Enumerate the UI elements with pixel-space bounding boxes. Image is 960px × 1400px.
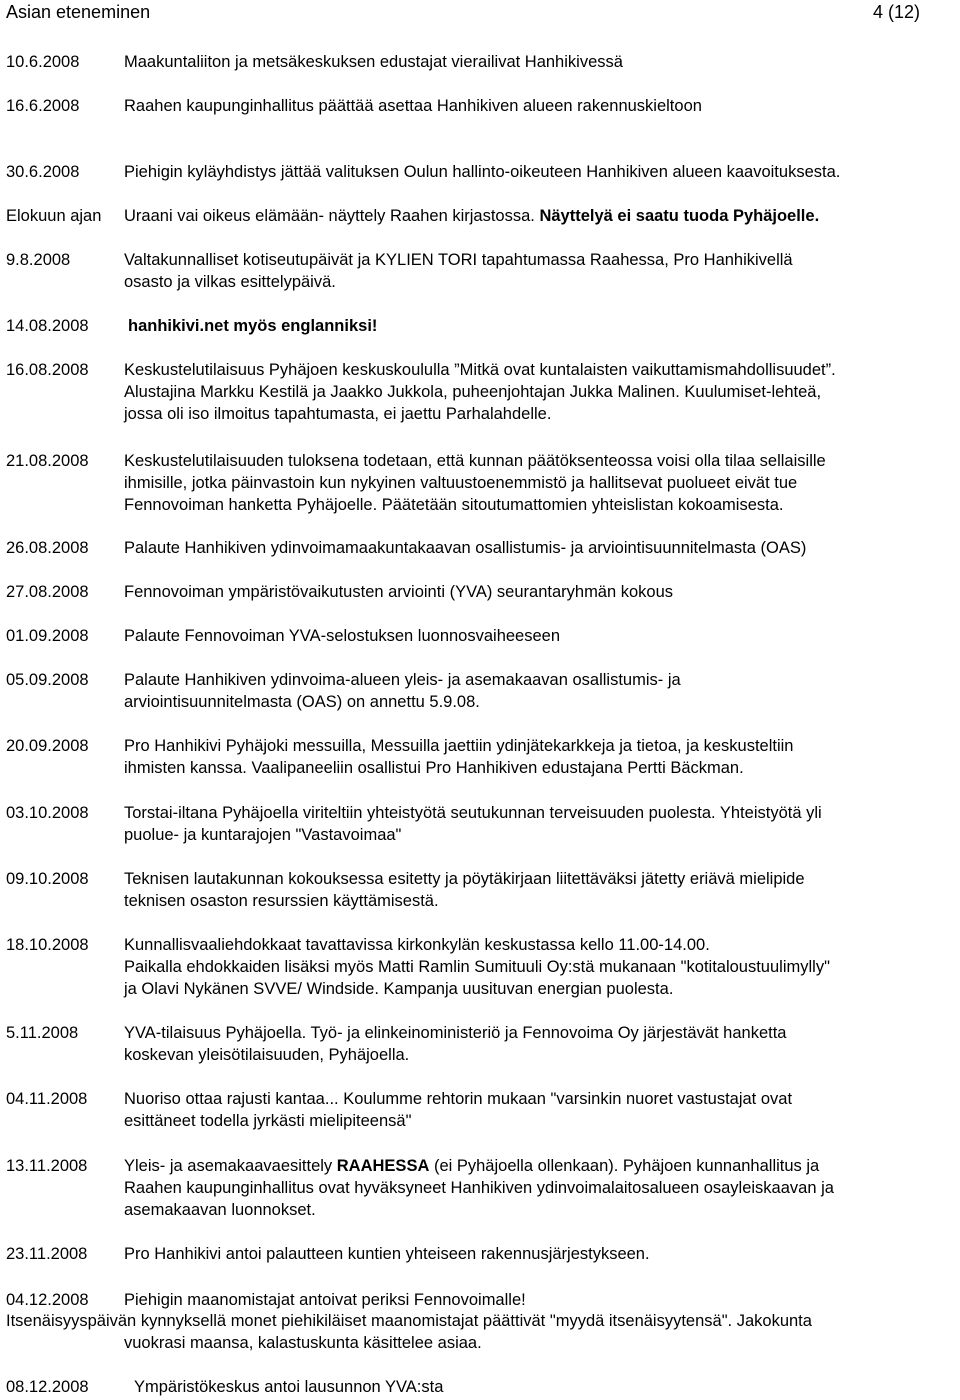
entry-date: 5.11.2008: [6, 1024, 79, 1042]
entry-text: Keskustelutilaisuuden tuloksena todetaan, että kunnan päätöksenteossa voisi olla tilaa sellaisille: [124, 452, 826, 470]
entry-date: 13.11.2008: [6, 1157, 88, 1175]
entry-date: 08.12.2008: [6, 1378, 89, 1396]
entry-text: jossa oli iso ilmoitus tapahtumasta, ei jaettu Parhalahdelle.: [124, 405, 552, 423]
entry-text: Alustajina Markku Kestilä ja Jaakko Jukkola, puheenjohtajan Jukka Malinen. Kuulumiset-lehteä,: [124, 383, 822, 401]
entry-date: 01.09.2008: [6, 627, 89, 645]
entry-date: 20.09.2008: [6, 737, 89, 755]
entry-date: 27.08.2008: [6, 583, 89, 601]
entry-text: arviointisuunnitelmasta (OAS) on annettu 5.9.08.: [124, 693, 480, 711]
presentation-text: Yleis- ja asemakaavaesittely: [124, 1157, 337, 1175]
document-title: Asian eteneminen: [6, 2, 151, 22]
entry-text: teknisen osaston resurssien käyttämisestä.: [124, 892, 439, 910]
entry-date: 03.10.2008: [6, 804, 89, 822]
entry-text: Fennovoiman hanketta Pyhäjoelle. Päätetään sitoutumattomien yhteislistan kokoamisesta.: [124, 496, 784, 514]
entry-text: Palaute Fennovoiman YVA-selostuksen luonnosvaiheeseen: [124, 627, 561, 645]
entry-text: Piehigin maanomistajat antoivat periksi Fennovoimalle!: [124, 1291, 526, 1309]
entry-text: Torstai-iltana Pyhäjoella viriteltiin yhteistyötä seutukunnan terveisuuden puolesta. Yhteistyötä yli: [124, 804, 822, 822]
entry-date: 04.12.2008: [6, 1291, 89, 1309]
website-announcement: hanhikivi.net myös englanniksi!: [128, 317, 378, 335]
entry-text: Raahen kaupunginhallitus ovat hyväksyneet Hanhikiven ydinvoimalaitosalueen osayleiskaavan ja: [124, 1179, 834, 1197]
entry-date: Elokuun ajan: [6, 207, 102, 225]
entry-text: Raahen kaupunginhallitus päättää asettaa Hanhikiven alueen rakennuskieltoon: [124, 97, 702, 115]
entry-date: 05.09.2008: [6, 671, 89, 689]
entry-text: puolue- ja kuntarajojen "Vastavoimaa": [124, 826, 402, 844]
entry-text: Palaute Hanhikiven ydinvoima-alueen yleis- ja asemakaavan osallistumis- ja: [124, 671, 681, 689]
entry-text: Kunnallisvaaliehdokkaat tavattavissa kirkonkylän keskustassa kello 11.00-14.00.: [124, 936, 710, 954]
entry-date: 14.08.2008: [6, 317, 89, 335]
exhibition-note: Näyttelyä ei saatu tuoda Pyhäjoelle.: [539, 207, 820, 225]
entry-text: Fennovoiman ympäristövaikutusten arviointi (YVA) seurantaryhmän kokous: [124, 583, 674, 601]
presentation-text-cont: (ei Pyhäjoella ollenkaan). Pyhäjoen kunnanhallitus ja: [429, 1157, 820, 1175]
entry-text: Ympäristökeskus antoi lausunnon YVA:sta: [134, 1378, 444, 1396]
entry-text: Nuoriso ottaa rajusti kantaa... Koulumme rehtorin mukaan "varsinkin nuoret vastustajat ovat: [124, 1090, 793, 1108]
page-number: 4 (12): [873, 2, 921, 22]
entry-text: Pro Hanhikivi antoi palautteen kuntien yhteiseen rakennusjärjestykseen.: [124, 1245, 650, 1263]
entry-text: Itsenäisyyspäivän kynnyksellä monet piehikiläiset maanomistajat päättivät "myydä itsenäisyytensä". Jakokunta: [6, 1312, 812, 1330]
entry-text: esittäneet todella jyrkästi mielipiteensä": [124, 1112, 412, 1130]
entry-date: 26.08.2008: [6, 539, 89, 557]
entry-text: osasto ja vilkas esittelypäivä.: [124, 273, 336, 291]
entry-text: ja Olavi Nykänen SVVE/ Windside. Kampanja uusituvan energian puolesta.: [124, 980, 674, 998]
entry-text: [124, 1155, 819, 1177]
entry-date: 18.10.2008: [6, 936, 89, 954]
entry-text: koskevan yleisötilaisuuden, Pyhäjoella.: [124, 1046, 410, 1064]
exhibition-text: Uraani vai oikeus elämään- näyttely Raahen kirjastossa.: [124, 207, 535, 225]
entry-text: Paikalla ehdokkaiden lisäksi myös Matti Ramlin Sumituuli Oy:stä mukanaan "kotitaloustuulimylly": [124, 958, 830, 976]
entry-text: YVA-tilaisuus Pyhäjoella. Työ- ja elinkeinoministeriö ja Fennovoima Oy järjestävät hanketta: [124, 1024, 787, 1042]
entry-date: 30.6.2008: [6, 163, 80, 181]
entry-text: Pro Hanhikivi Pyhäjoki messuilla, Messuilla jaettiin ydinjätekarkkeja ja tietoa, ja keskusteltiin: [124, 737, 794, 755]
entry-date: 21.08.2008: [6, 452, 89, 470]
entry-date: 23.11.2008: [6, 1245, 88, 1263]
entry-text: ihmisille, jotka päinvastoin kun nykyinen valtuustoenemmistö ja hallitsevat puolueet eivät tue: [124, 474, 798, 492]
entry-text: Palaute Hanhikiven ydinvoimamaakuntakaavan osallistumis- ja arviointisuunnitelmasta (OAS): [124, 539, 807, 557]
entry-date: 04.11.2008: [6, 1090, 88, 1108]
entry-date: 16.08.2008: [6, 361, 89, 379]
entry-text: ihmisten kanssa. Vaalipaneeliin osallistui Pro Hanhikiven edustajana Pertti Bäckman.: [124, 759, 744, 777]
entry-text: Keskustelutilaisuus Pyhäjoen keskuskoululla ”Mitkä ovat kuntalaisten vaikuttamismahdollisuudet”.: [124, 361, 836, 379]
entry-text: Maakuntaliiton ja metsäkeskuksen edustajat vierailivat Hanhikivessä: [124, 53, 623, 71]
entry-text: Valtakunnalliset kotiseutupäivät ja KYLIEN TORI tapahtumassa Raahessa, Pro Hanhikivellä: [124, 251, 793, 269]
entry-text: Teknisen lautakunnan kokouksessa esitetty ja pöytäkirjaan liitettäväksi jätetty eriävä mielipide: [124, 870, 805, 888]
entry-date: 10.6.2008: [6, 53, 80, 71]
entry-text: [124, 205, 819, 227]
entry-date: 16.6.2008: [6, 97, 80, 115]
entry-text: vuokrasi maansa, kalastuskunta käsittelee asiaa.: [124, 1334, 482, 1352]
location-emphasis: RAAHESSA: [336, 1157, 430, 1175]
entry-text: asemakaavan luonnokset.: [124, 1201, 316, 1219]
entry-date: 9.8.2008: [6, 251, 71, 269]
entry-date: 09.10.2008: [6, 870, 89, 888]
entry-text: Piehigin kyläyhdistys jättää valituksen Oulun hallinto-oikeuteen Hanhikiven alueen kaavoituksesta.: [124, 163, 841, 181]
